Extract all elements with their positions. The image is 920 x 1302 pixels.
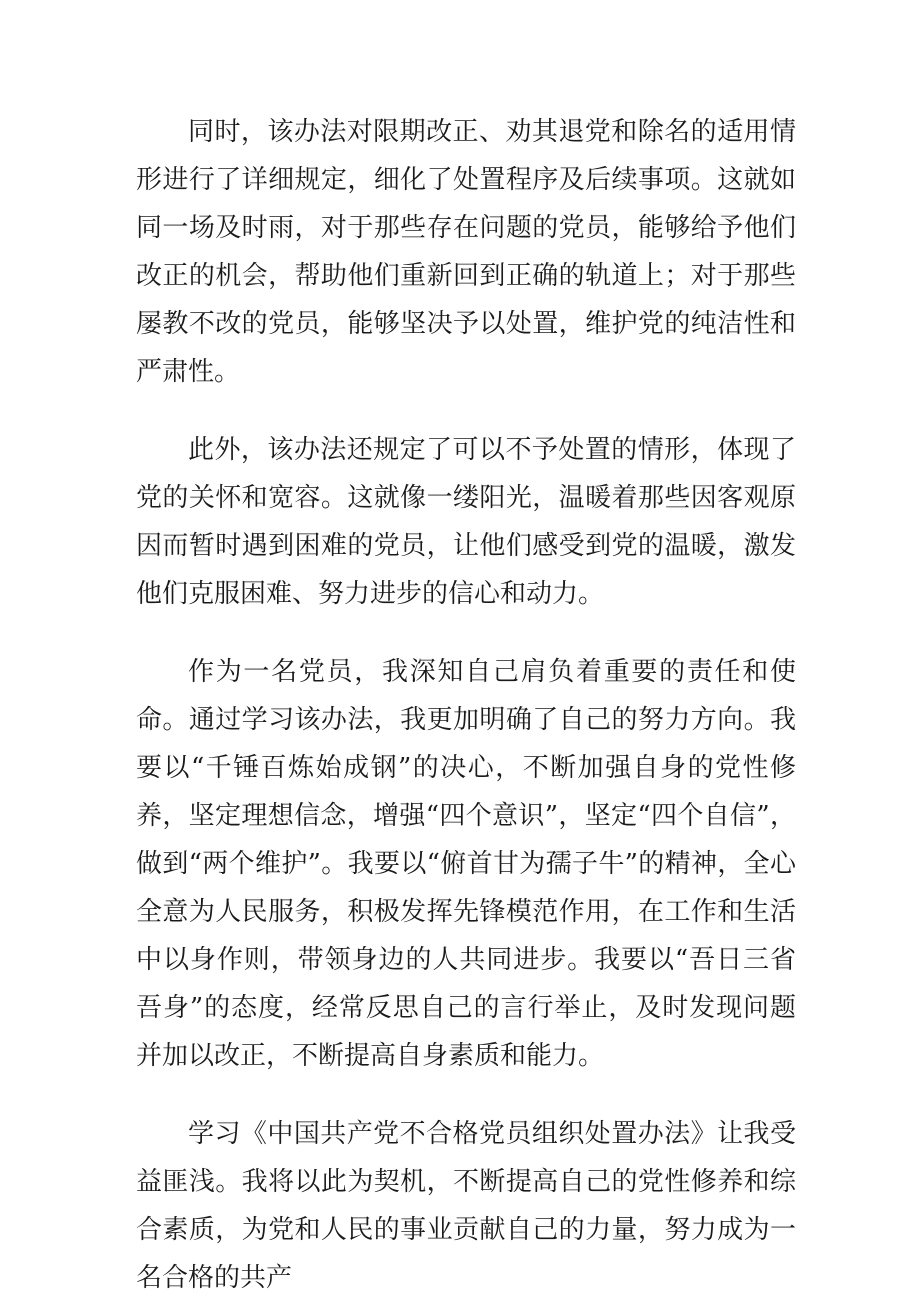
paragraph-3: 作为一名党员，我深知自己肩负着重要的责任和使命。通过学习该办法，我更加明确了自己的努力方向。我要以“千锤百炼始成钢”的决心，不断加强自身的党性修养，坚定理想信念，增强“四个意识”，坚定“四个自信”，做到“两个维护”。我要以“俯首甘为孺子牛”的精神，全心全意为人民服务，积极发挥先锋模范作用，在工作和生活中以身作则，带领身边的人共同进步。我要以“吾日三省吾身”的态度，经常反思自己的言行举止，及时发现问题并加以改正，不断提高自身素质和能力。 xyxy=(136,657,796,1071)
paragraph-4: 学习《中国共产党不合格党员组织处置办法》让我受益匪浅。我将以此为契机，不断提高自己的党性修养和综合素质，为党和人民的事业贡献自己的力量，努力成为一名合格的共产 xyxy=(136,1119,796,1293)
document-body xyxy=(136,108,796,1302)
paragraph-1: 同时，该办法对限期改正、劝其退党和除名的适用情形进行了详细规定，细化了处置程序及后续事项。这就如同一场及时雨，对于那些存在问题的党员，能够给予他们改正的机会，帮助他们重新回到正确的轨道上；对于那些屡教不改的党员，能够坚决予以处置，维护党的纯洁性和严肃性。 xyxy=(136,117,796,387)
paragraph-2: 此外，该办法还规定了可以不予处置的情形，体现了党的关怀和宽容。这就像一缕阳光，温暖着那些因客观原因而暂时遇到困难的党员，让他们感受到党的温暖，激发他们克服困难、努力进步的信心和动力。 xyxy=(136,435,796,609)
